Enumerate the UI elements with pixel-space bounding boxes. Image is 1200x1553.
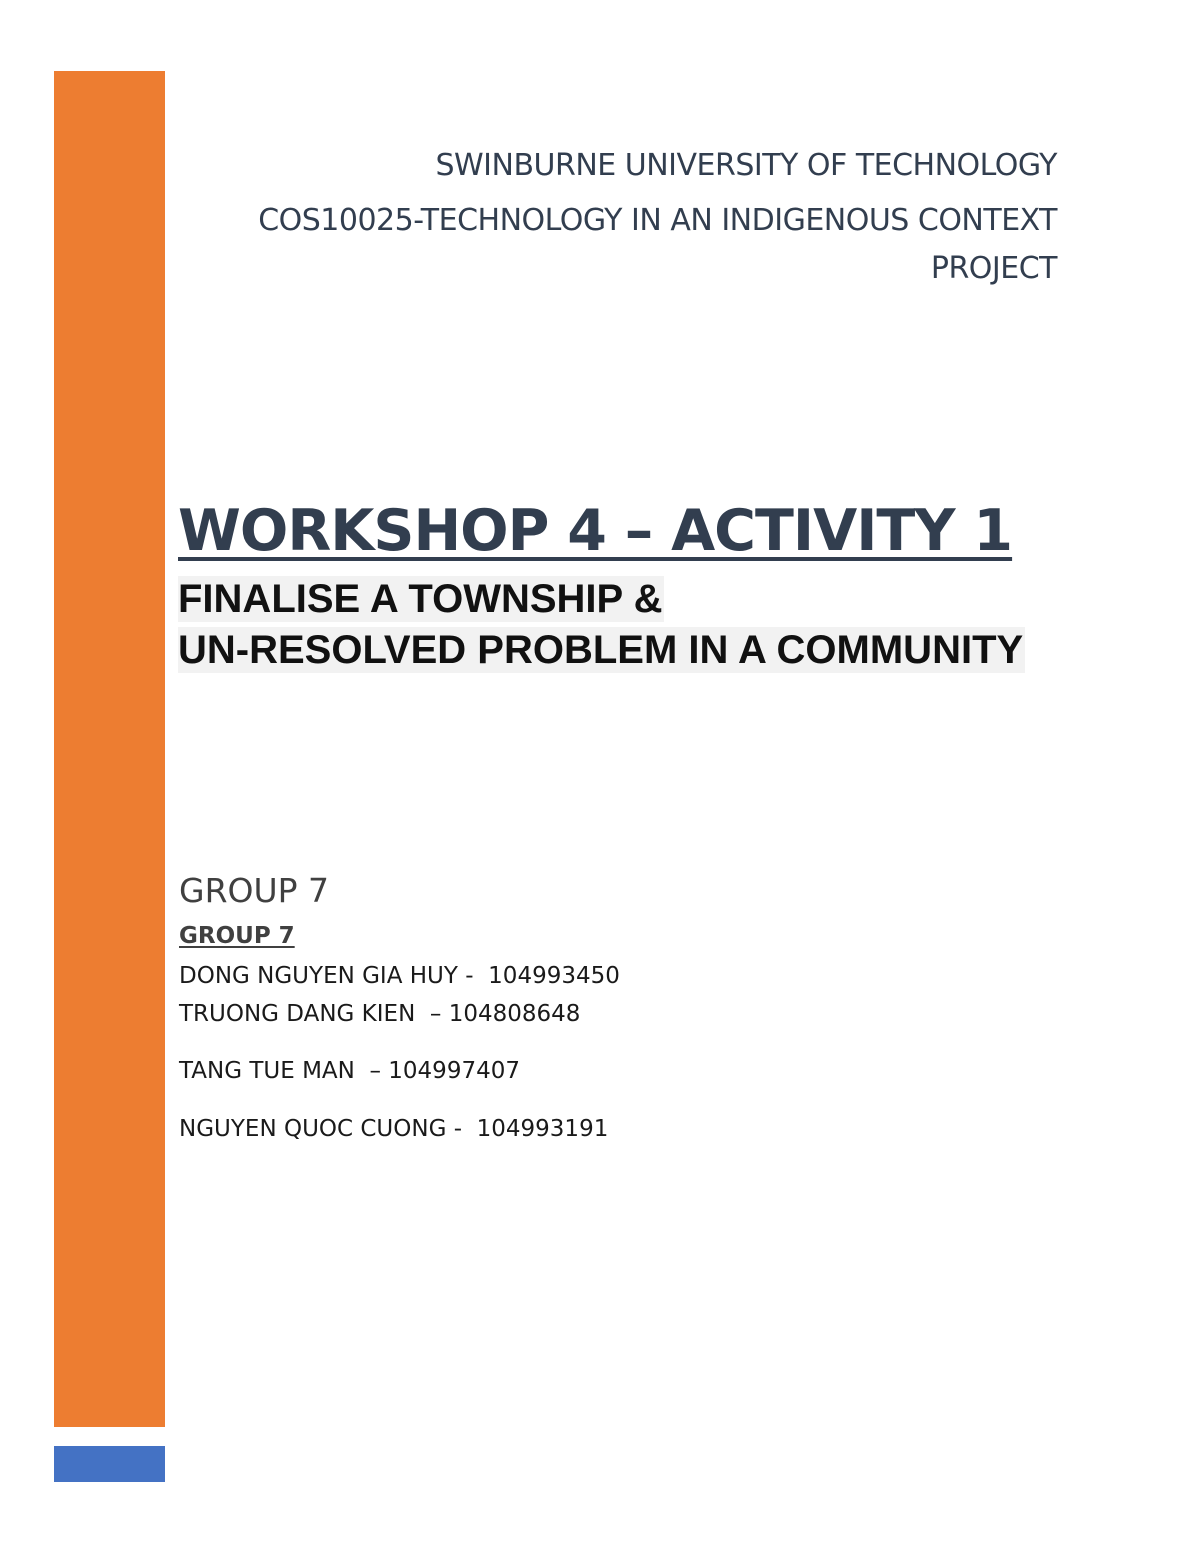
course-title: COS10025-TECHNOLOGY IN AN INDIGENOUS CONTEXT (258, 203, 1057, 238)
group-label: GROUP 7 (179, 923, 295, 949)
subtitle-line-1: FINALISE A TOWNSHIP & (178, 577, 663, 621)
group-heading: GROUP 7 (179, 871, 330, 910)
subtitle-line-2: UN-RESOLVED PROBLEM IN A COMMUNITY (178, 628, 1024, 672)
blue-footer-block (54, 1446, 165, 1482)
group-member: NGUYEN QUOC CUONG - 104993191 (179, 1116, 609, 1142)
group-member: TRUONG DANG KIEN – 104808648 (179, 1001, 581, 1027)
project-label: PROJECT (930, 251, 1057, 286)
workshop-title: WORKSHOP 4 – ACTIVITY 1 (178, 498, 1013, 564)
group-member: TANG TUE MAN – 104997407 (179, 1058, 520, 1084)
university-name: SWINBURNE UNIVERSITY OF TECHNOLOGY (435, 148, 1057, 183)
group-member: DONG NGUYEN GIA HUY - 104993450 (179, 963, 620, 989)
orange-sidebar-bar (54, 71, 165, 1427)
